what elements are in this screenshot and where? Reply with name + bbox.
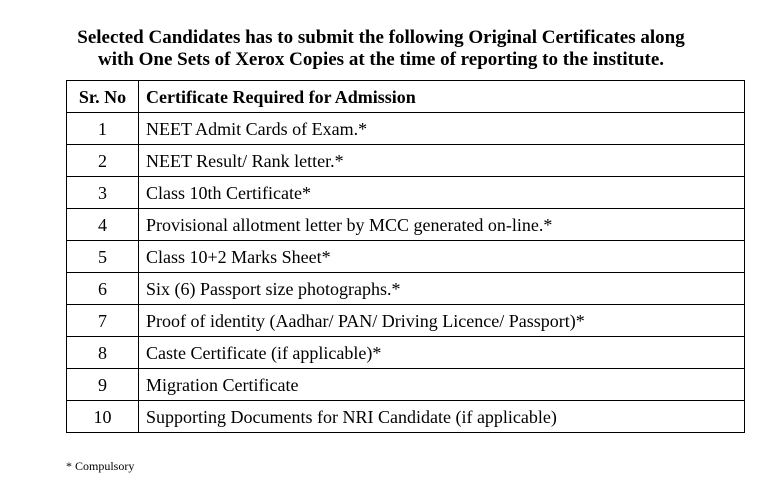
- row-sr-no: 3: [67, 177, 139, 209]
- table-row: [67, 273, 745, 305]
- row-certificate: Migration Certificate: [139, 369, 745, 401]
- table-header-row: [67, 81, 745, 113]
- heading-line-2: with One Sets of Xerox Copies at the time of reporting to the institute.: [97, 49, 665, 70]
- row-sr-no: 5: [67, 241, 139, 273]
- table-row: [67, 177, 745, 209]
- row-sr-no: 1: [67, 113, 139, 145]
- row-certificate: Caste Certificate (if applicable)*: [139, 337, 745, 369]
- row-sr-no: 7: [67, 305, 139, 337]
- table-row: [67, 337, 745, 369]
- certificates-table: [66, 80, 745, 433]
- row-certificate: Supporting Documents for NRI Candidate (if applicable): [139, 401, 745, 433]
- row-certificate: NEET Admit Cards of Exam.*: [139, 113, 745, 145]
- row-certificate: NEET Result/ Rank letter.*: [139, 145, 745, 177]
- compulsory-footnote: * Compulsory: [66, 459, 135, 473]
- row-certificate: Provisional allotment letter by MCC generated on-line.*: [139, 209, 745, 241]
- row-certificate: Six (6) Passport size photographs.*: [139, 273, 745, 305]
- row-certificate: Class 10th Certificate*: [139, 177, 745, 209]
- table-row: [67, 113, 745, 145]
- row-sr-no: 10: [67, 401, 139, 433]
- row-sr-no: 4: [67, 209, 139, 241]
- table-row: [67, 369, 745, 401]
- table-row: [67, 145, 745, 177]
- row-certificate: Class 10+2 Marks Sheet*: [139, 241, 745, 273]
- header-certificate: Certificate Required for Admission: [139, 81, 745, 113]
- table-row: [67, 305, 745, 337]
- header-sr-no: Sr. No: [67, 81, 139, 113]
- page-heading: [40, 27, 722, 71]
- table-row: [67, 241, 745, 273]
- heading-line-1: Selected Candidates has to submit the following Original Certificates along: [77, 27, 685, 48]
- row-sr-no: 6: [67, 273, 139, 305]
- row-certificate: Proof of identity (Aadhar/ PAN/ Driving Licence/ Passport)*: [139, 305, 745, 337]
- table-row: [67, 401, 745, 433]
- row-sr-no: 2: [67, 145, 139, 177]
- row-sr-no: 8: [67, 337, 139, 369]
- row-sr-no: 9: [67, 369, 139, 401]
- table-row: [67, 209, 745, 241]
